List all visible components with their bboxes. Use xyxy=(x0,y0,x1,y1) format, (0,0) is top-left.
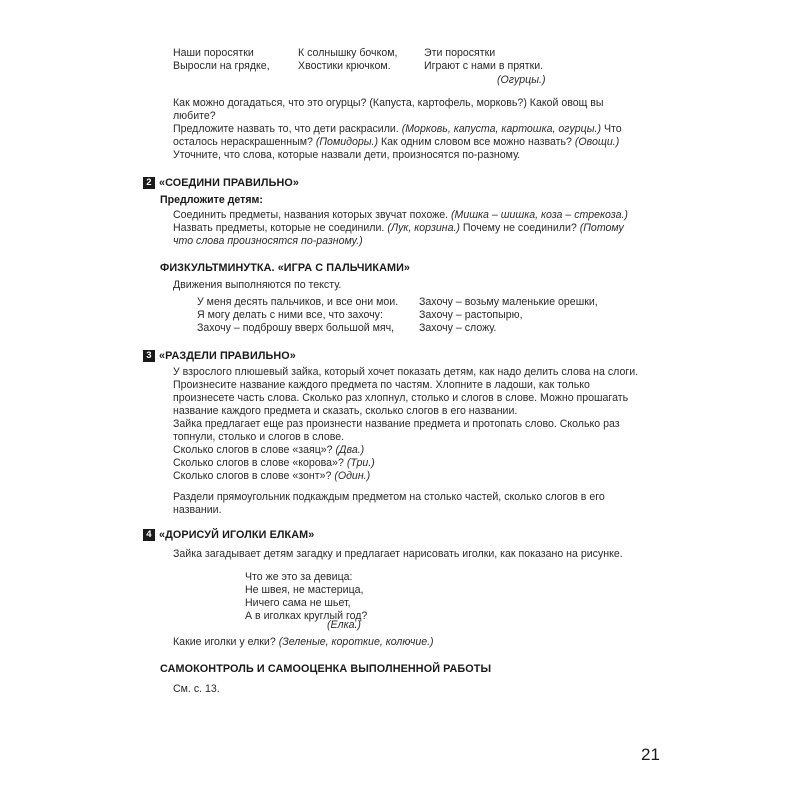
intro-text: Предложите назвать то, что дети раскрасили. xyxy=(173,123,399,135)
intro-answer: (Помидоры.) xyxy=(315,136,378,148)
fizminutka-intro: Движения выполняются по тексту. xyxy=(173,279,342,291)
intro-paragraph-3: Уточните, что слова, которые назвали дети, произносятся по-разному. xyxy=(173,149,521,161)
riddle-line: А в иголках круглый год? xyxy=(245,610,368,622)
intro-text: Что осталось нераскрашенным? xyxy=(173,123,622,148)
task-4-intro: Зайка загадывает детям загадку и предлагает нарисовать иголки, как показано на рисунке. xyxy=(173,548,623,560)
poem-column-2 xyxy=(298,47,397,73)
riddle-line: Ничего сама не шьет, xyxy=(245,597,351,609)
task-title: «ДОРИСУЙ ИГОЛКИ ЕЛКАМ» xyxy=(159,529,315,541)
task-2-line-2: Назвать предметы, которые не соединили. (Лук, корзина.) Почему не соединили? (Потому что слова произносятся по-разному.) xyxy=(173,222,624,247)
task-3-question-3: Сколько слогов в слове «зонт»? (Один.) xyxy=(173,470,371,482)
poem-line: Хвостики крючком. xyxy=(298,60,391,72)
selfcheck-heading: САМОКОНТРОЛЬ И САМООЦЕНКА ВЫПОЛНЕННОЙ РАБОТЫ xyxy=(160,663,492,675)
intro-paragraph-2 xyxy=(173,123,643,149)
poem-line: К солнышку бочком, xyxy=(298,47,398,59)
poem-line: Эти поросятки xyxy=(424,47,496,59)
fizminutka-right-column xyxy=(419,296,598,335)
task-4-heading xyxy=(143,529,314,542)
task-title: «СОЕДИНИ ПРАВИЛЬНО» xyxy=(159,177,299,189)
task-2-subtitle: Предложите детям: xyxy=(160,194,263,206)
fizminutka-heading: ФИЗКУЛЬТМИНУТКА. «ИГРА С ПАЛЬЧИКАМИ» xyxy=(160,262,411,274)
poem-line: Выросли на грядке, xyxy=(173,60,270,72)
intro-text: Как одним словом все можно назвать? xyxy=(380,136,572,148)
task-3-question-1: Сколько слогов в слове «заяц»? (Два.) xyxy=(173,444,365,456)
fizminutka-left-column xyxy=(197,296,398,335)
task-3-heading xyxy=(143,350,296,363)
task-2-heading xyxy=(143,177,299,190)
task-3-paragraph-2: Зайка предлагает еще раз произнести название предмета и протопать слово. Сколько раз топнули, столько и слогов в слове. xyxy=(173,418,620,443)
poem-line: Захочу – растопырю, xyxy=(419,309,523,321)
selfcheck-text: См. с. 13. xyxy=(173,683,220,695)
intro-answer: (Морковь, капуста, картошка, огурцы.) xyxy=(401,123,601,135)
task-4-question: Какие иголки у елки? (Зеленые, короткие, колючие.) xyxy=(173,636,434,648)
riddle-line: Не швея, не мастерица, xyxy=(245,584,364,596)
page-number: 21 xyxy=(641,745,660,764)
poem-line: Играют с нами в прятки. xyxy=(424,60,544,72)
poem-line: Захочу – сложу. xyxy=(419,322,497,334)
poem-answer: (Огурцы.) xyxy=(497,74,546,86)
intro-paragraph-1: Как можно догадаться, что это огурцы? (Капуста, картофель, морковь?) Какой овощ вы любите? xyxy=(173,97,604,122)
poem-column-3 xyxy=(424,47,543,73)
task-3-paragraph-3: Раздели прямоугольник подкаждым предметом на столько частей, сколько слогов в его названии. xyxy=(173,491,605,516)
task-title: «РАЗДЕЛИ ПРАВИЛЬНО» xyxy=(159,350,296,362)
task-number-badge: 2 xyxy=(143,177,155,189)
poem-column-1 xyxy=(173,47,270,73)
task-4-riddle-answer: (Елка.) xyxy=(327,619,361,631)
poem-line: Наши поросятки xyxy=(173,47,254,59)
task-3-paragraph-1: У взрослого плюшевый зайка, который хочет показать детям, как надо делить слова на слоги. Произнесите название каждого предмета по частям. Хлопните в ладоши, как только произнесете часть слова. Сколько раз хлопнул, столько и слогов в слове. Можно прошагать название каждого предмета и сказать, сколько слогов в его названии. xyxy=(173,366,639,417)
poem-line: У меня десять пальчиков, и все они мои. xyxy=(197,296,399,308)
poem-line: Захочу – возьму маленькие орешки, xyxy=(419,296,598,308)
riddle-line: Что же это за девица: xyxy=(245,571,353,583)
task-3-question-2: Сколько слогов в слове «корова»? (Три.) xyxy=(173,457,375,469)
task-number-badge: 4 xyxy=(143,529,155,541)
poem-line: Я могу делать с ними все, что захочу: xyxy=(197,309,383,321)
task-number-badge: 3 xyxy=(143,350,155,362)
poem-line: Захочу – подброшу вверх большой мяч, xyxy=(197,322,395,334)
intro-answer: (Овощи.) xyxy=(574,136,620,148)
task-2-line-1: Соединить предметы, названия которых звучат похоже. (Мишка – шишка, коза – стрекоза.) xyxy=(173,209,628,221)
task-4-riddle xyxy=(245,571,367,623)
